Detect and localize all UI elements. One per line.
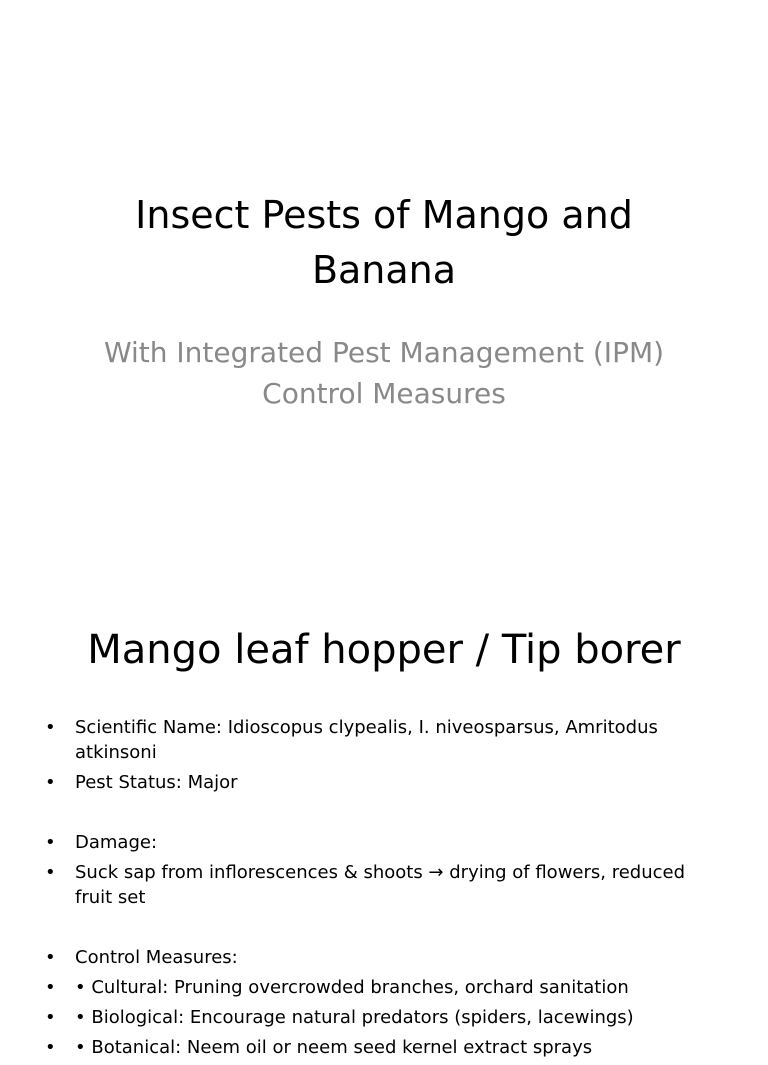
bullet-text: Control Measures: [75, 947, 238, 968]
bullet-item [45, 860, 725, 910]
bullet-item [45, 770, 725, 795]
bullet-list [45, 715, 725, 1065]
bullet-dot-icon: • [45, 772, 56, 793]
bullet-text: • Cultural: Pruning overcrowded branches, orchard sanitation [75, 977, 629, 998]
presentation-subtitle: With Integrated Pest Management (IPM) Control Measures [103, 336, 665, 410]
presentation-title: Insect Pests of Mango and Banana [135, 193, 633, 292]
bullet-text: Damage: [75, 832, 158, 853]
bullet-text: Scientific Name: Idioscopus clypealis, I. niveosparsus, Amritodus atkinsoni [75, 717, 658, 763]
bullet-item [45, 945, 725, 970]
content-slide [0, 576, 768, 1058]
bullet-item [45, 830, 725, 855]
bullet-spacer [45, 800, 725, 825]
bullet-item [45, 1035, 725, 1060]
bullet-text: Suck sap from inflorescences & shoots → drying of flowers, reduced fruit set [75, 862, 686, 908]
bullet-dot-icon: • [45, 832, 56, 853]
bullet-text: Pest Status: Major [75, 772, 238, 793]
bullet-dot-icon: • [45, 1007, 56, 1028]
bullet-dot-icon: • [45, 977, 56, 998]
bullet-dot-icon: • [45, 1037, 56, 1058]
slide-heading: Mango leaf hopper / Tip borer [87, 627, 681, 673]
bullet-text: • Biological: Encourage natural predators (spiders, lacewings) [75, 1007, 634, 1028]
bullet-item [45, 1005, 725, 1030]
bullet-dot-icon: • [45, 862, 56, 883]
bullet-dot-icon: • [45, 717, 56, 738]
bullet-item [45, 975, 725, 1000]
bullet-item [45, 715, 725, 765]
bullet-dot-icon: • [45, 947, 56, 968]
bullet-spacer [45, 915, 725, 940]
bullet-text: • Botanical: Neem oil or neem seed kernel extract sprays [75, 1037, 593, 1058]
